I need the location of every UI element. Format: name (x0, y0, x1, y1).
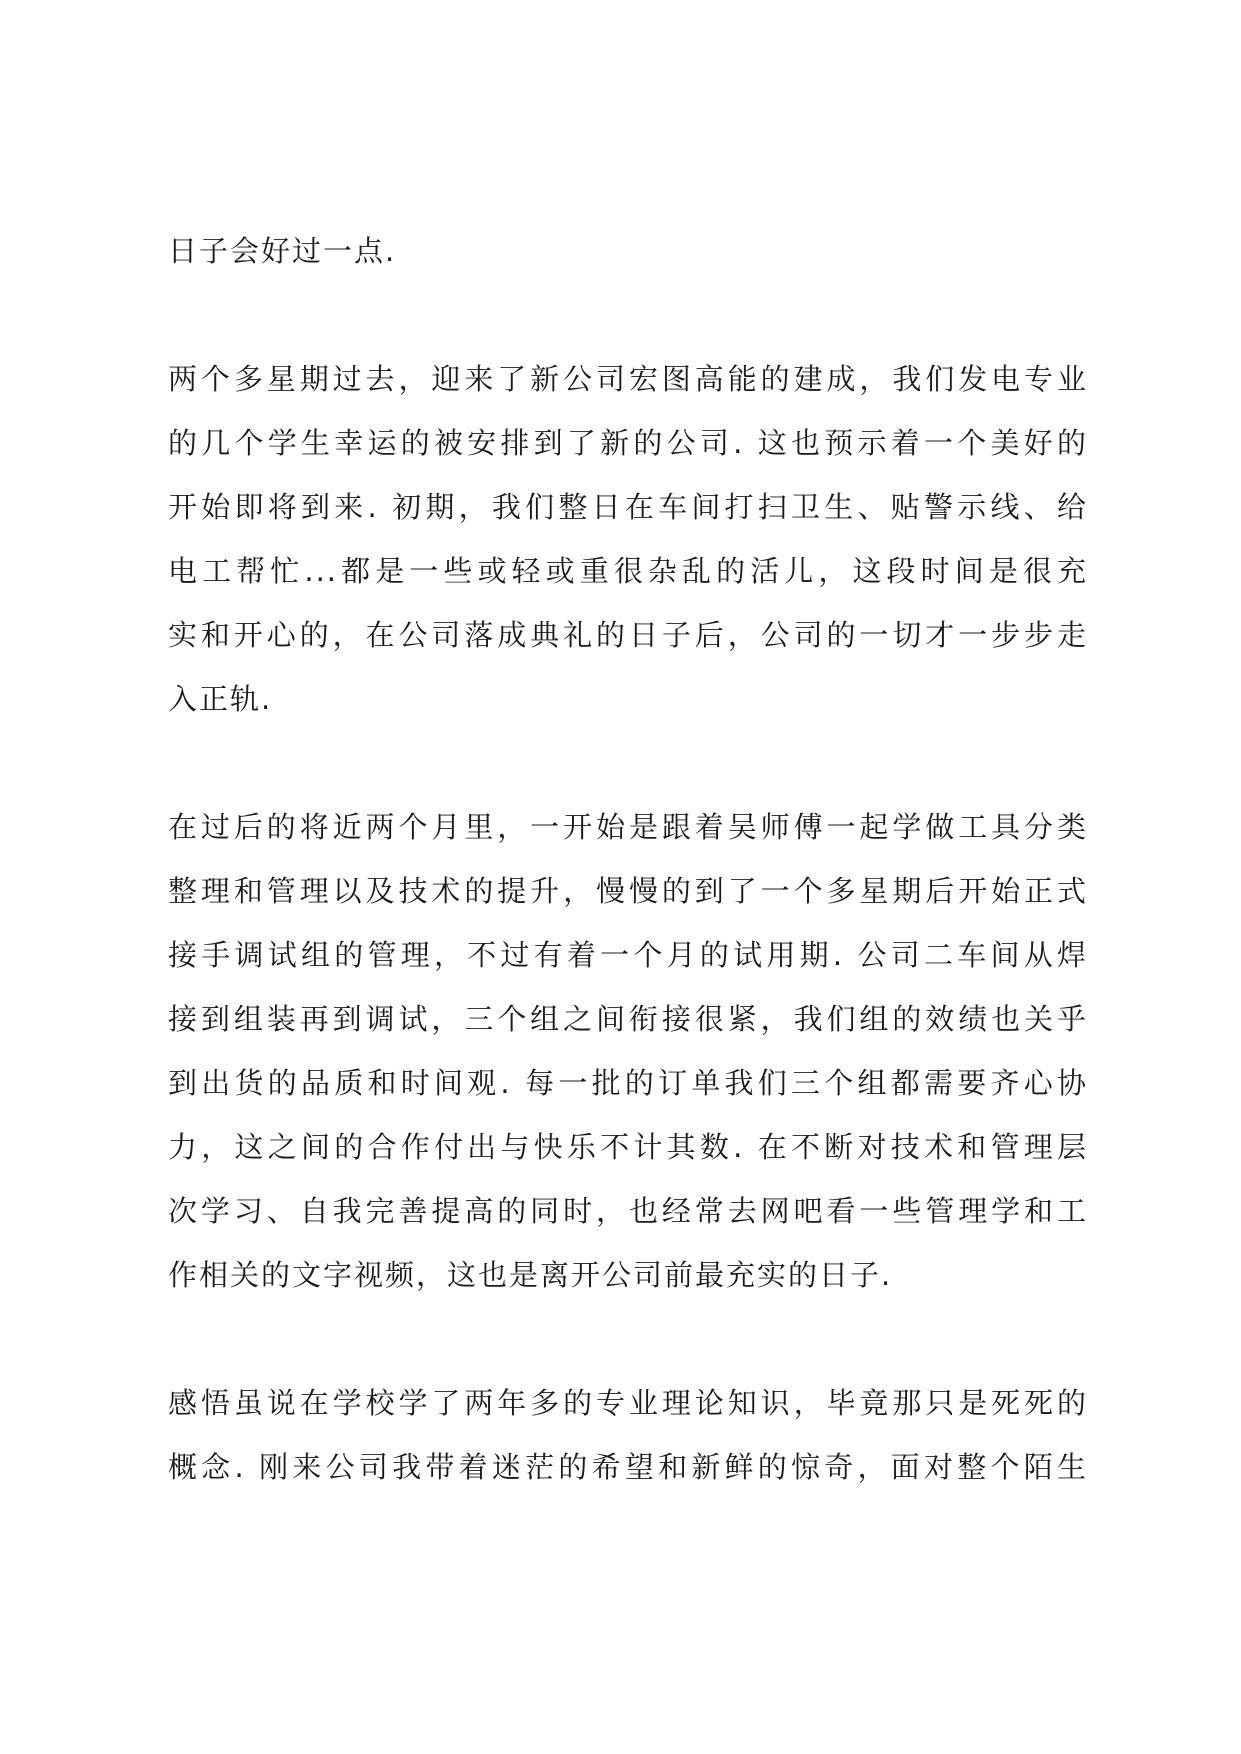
paragraph-line: 到出货的品质和时间观. 每一批的订单我们三个组都需要齐心协 (168, 1066, 1088, 1100)
paragraph-line: 在过后的将近两个月里，一开始是跟着吴师傅一起学做工具分类 (168, 810, 1088, 844)
paragraph-line: 作相关的文字视频，这也是离开公司前最充实的日子. (168, 1258, 893, 1292)
paragraph-line: 感悟虽说在学校学了两年多的专业理论知识，毕竟那只是死死的 (168, 1386, 1088, 1420)
paragraph-line: 日子会好过一点. (168, 234, 397, 268)
paragraph-line: 概念. 刚来公司我带着迷茫的希望和新鲜的惊奇，面对整个陌生 (168, 1450, 1088, 1484)
paragraph-line: 实和开心的，在公司落成典礼的日子后，公司的一切才一步步走 (168, 618, 1088, 652)
paragraph-line: 入正轨. (168, 682, 273, 716)
paragraph-line: 开始即将到来. 初期，我们整日在车间打扫卫生、贴警示线、给 (168, 490, 1088, 524)
paragraph-line: 整理和管理以及技术的提升，慢慢的到了一个多星期后开始正式 (168, 874, 1088, 908)
paragraph-line: 力，这之间的合作付出与快乐不计其数. 在不断对技术和管理层 (168, 1130, 1088, 1164)
paragraph-line: 电工帮忙...都是一些或轻或重很杂乱的活儿，这段时间是很充 (168, 554, 1088, 588)
paragraph-line: 的几个学生幸运的被安排到了新的公司. 这也预示着一个美好的 (168, 426, 1088, 460)
paragraph-line: 两个多星期过去，迎来了新公司宏图高能的建成，我们发电专业 (168, 362, 1088, 396)
paragraph-1 (168, 219, 1088, 283)
paragraph-line: 接手调试组的管理，不过有着一个月的试用期. 公司二车间从焊 (168, 938, 1088, 972)
paragraph-line: 接到组装再到调试，三个组之间衔接很紧，我们组的效绩也关乎 (168, 1002, 1088, 1036)
paragraph-3 (168, 795, 1088, 1307)
paragraph-line: 次学习、自我完善提高的同时，也经常去网吧看一些管理学和工 (168, 1194, 1088, 1228)
paragraph-4 (168, 1371, 1088, 1499)
paragraph-2 (168, 347, 1088, 731)
